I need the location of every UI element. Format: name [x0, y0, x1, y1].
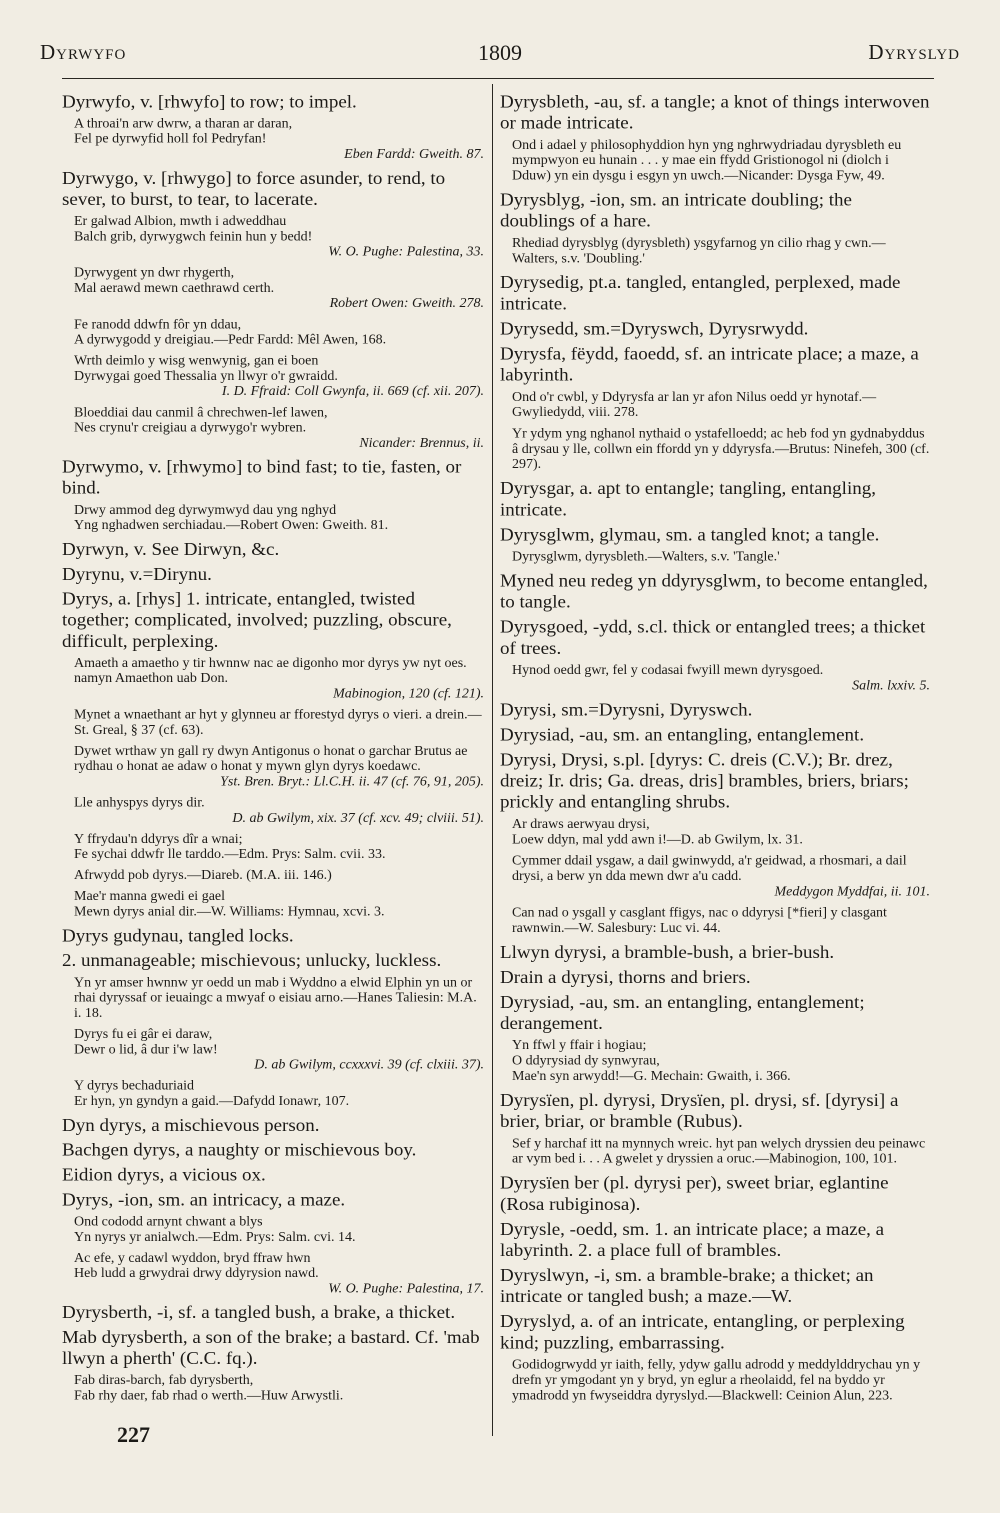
dictionary-entry: Myned neu redeg yn ddyrysglwm, to become entangled, to tangle. — [500, 571, 928, 613]
quote-line: Mae'r manna gwedi ei gael — [74, 889, 226, 905]
citation-quote — [74, 406, 484, 452]
dictionary-entry: Drain a dyrysi, thorns and briers. — [500, 967, 751, 988]
citation-quote — [74, 869, 484, 884]
citation-quote — [512, 1358, 930, 1404]
citation-quote — [512, 236, 930, 267]
dictionary-entry: Dyrys, a. [rhys] 1. intricate, entangled, twisted together; complicated, involved; puzzling, obscure, difficult, perplexing. — [62, 589, 452, 652]
quote-line: Ar draws aerwyau drysi, — [512, 817, 650, 832]
citation-quote — [74, 214, 484, 260]
quote-line: Nes crynu'r creigiau a dyrwygo'r wybren. — [74, 421, 307, 436]
quote-line: Drwy ammod deg dyrwymwyd dau yng nghyd — [74, 503, 337, 518]
quote-line: Mae'n syn arwydd!—G. Mechain: Gwaith, i. 366. — [512, 1069, 791, 1084]
citation-quote — [74, 890, 484, 921]
dictionary-entry: Dyrysedd, sm.=Dyryswch, Dyrysrwydd. — [500, 319, 809, 340]
quote-line: Dyrwygai goed Thessalia yn llwyr o'r gwraidd. — [74, 369, 338, 384]
dictionary-entry: Dyrwyfo, v. [rhwyfo] to row; to impel. — [62, 92, 357, 113]
dictionary-entry: Dyrysiad, -au, sm. an entangling, entanglement; derangement. — [500, 992, 865, 1034]
footer-signature-number: 227 — [117, 1422, 150, 1447]
quote-line: Heb ludd a grwydrai drwy ddyrysion nawd. — [74, 1266, 319, 1281]
quote-line: Dywet wrthaw yn gall ry dwyn Antigonus o honat o garchar Brutus ae rydhau o honat ae adaw o honat y mywn glyn dyrys koedawc. — [74, 744, 468, 774]
citation-quote — [74, 117, 484, 163]
quote-source: D. ab Gwilym, xix. 37 (cf. xcv. 49; clviii. 51). — [232, 811, 484, 826]
citation-quote — [74, 354, 484, 400]
quote-line: Hynod oedd gwr, fel y codasai fwyill mewn dyrysgoed. — [512, 663, 824, 678]
quote-source: Mabinogion, 120 (cf. 121). — [333, 686, 484, 702]
quote-line: Ond i adael y philosophyddion hyn yng nghrwydriadau dyrysbleth eu mympwyon eu hunain . . . y mae ein ffydd Gristionogol ni (diolch i Dduw) yn ein dysgu i esgyn yn uwch.—Nicander: Dysga Fyw, 49. — [512, 138, 902, 184]
dictionary-entry: Dyrynu, v.=Dirynu. — [62, 564, 212, 585]
quote-line: Fe sychai ddwfr lle tarddo.—Edm. Prys: Salm. cvii. 33. — [74, 847, 386, 862]
citation-quote — [74, 796, 484, 827]
quote-line: Dewr o lid, â dur i'w law! — [74, 1042, 218, 1058]
quote-line: A throai'n arw dwrw, a tharan ar daran, — [74, 116, 293, 132]
citation-quote — [74, 1079, 484, 1110]
quote-line: Yn nyrys yr anialwch.—Edm. Prys: Salm. cvi. 14. — [74, 1230, 356, 1245]
quote-line: Mewn dyrys anial dir.—W. Williams: Hymnau, xcvi. 3. — [74, 905, 385, 920]
quote-line: Afrwydd pob dyrys.—Diareb. (M.A. iii. 146.) — [74, 868, 332, 884]
dictionary-entry: Dyrwyn, v. See Dirwyn, &c. — [62, 539, 280, 560]
citation-quote — [512, 550, 930, 565]
citation-quote — [74, 1027, 484, 1073]
citation-quote — [74, 1251, 484, 1297]
dictionary-entry: Dyrysi, sm.=Dyrysni, Dyryswch. — [500, 699, 753, 721]
dictionary-entry: Bachgen dyrys, a naughty or mischievous boy. — [62, 1140, 417, 1161]
quote-line: Y dyrys bechaduriaid — [74, 1079, 194, 1094]
quote-line: Godidogrwydd yr iaith, felly, ydyw gallu adrodd y meddylddrychau yn y drefn yr ymgodant yn y bryd, yn eglur a rheolaidd, fel na byddo yr ymadrodd yn fwyseiddra dyryslyd.—Blackwell: Ceinion Alun, 223. — [512, 1357, 921, 1404]
citation-quote — [512, 1137, 930, 1168]
dictionary-entry: Dyrwygo, v. [rhwygo] to force asunder, to rend, to sever, to burst, to tear, to lacerate. — [62, 168, 446, 210]
dictionary-entry: Dyrys gudynau, tangled locks. — [62, 926, 294, 947]
dictionary-entry: Dyrys, -ion, sm. an intricacy, a maze. — [62, 1190, 346, 1211]
quote-line: Lle anhyspys dyrys dir. — [74, 795, 205, 811]
quote-source: Meddygon Myddfai, ii. 101. — [774, 884, 930, 900]
quote-line: Sef y harchaf itt na mynnych wreic. hyt pan welych dryssien deu peinawc ar vym bed i. . . A gwelet y dryssien a oruc.—Mabinogion, 100, 101. — [512, 1136, 926, 1167]
quote-source: I. D. Ffraid: Coll Gwynfa, ii. 669 (cf. xii. 207). — [221, 384, 484, 400]
citation-quote — [74, 266, 484, 312]
dictionary-entry: Mab dyrysberth, a son of the brake; a bastard. Cf. 'mab llwyn a pherth' (C.C. fq.). — [62, 1327, 480, 1369]
quote-source: Robert Owen: Gweith. 278. — [329, 296, 484, 312]
right-column — [500, 92, 930, 1410]
quote-line: Mynet a wnaethant ar hyt y glynneu ar fforestyd dyrys o vieri. a drein.—St. Greal, § 37 (cf. 63). — [74, 707, 482, 738]
quote-line: Ac efe, y cadawl wyddon, bryd ffraw hwn — [74, 1251, 311, 1266]
header-right-guideword: Dyryslyd — [868, 40, 960, 64]
quote-source: Yst. Bren. Bryt.: Ll.C.H. ii. 47 (cf. 76, 91, 205). — [220, 774, 484, 790]
dictionary-entry: Dyrysglwm, glymau, sm. a tangled knot; a tangle. — [500, 524, 880, 546]
citation-quote — [512, 138, 930, 184]
citation-quote — [512, 427, 930, 473]
dictionary-entry: Dyrysblyg, -ion, sm. an intricate doubling; the doublings of a hare. — [500, 190, 852, 232]
quote-line: A dyrwygodd y dreigiau.—Pedr Fardd: Mêl Awen, 168. — [74, 333, 387, 348]
quote-line: Yn ffwl y ffair i hogiau; — [512, 1038, 647, 1054]
quote-line: Yng nghadwen serchiadau.—Robert Owen: Gweith. 81. — [74, 518, 389, 533]
dictionary-entry: Dyrysedig, pt.a. tangled, entangled, perplexed, made intricate. — [500, 272, 901, 315]
quote-line: Ond o'r cwbl, y Ddyrysfa ar lan yr afon Nilus oedd yr hynotaf.—Gwyliedydd, viii. 278. — [512, 390, 877, 421]
citation-quote — [74, 656, 484, 702]
quote-line: Ond cododd arnynt chwant a blys — [74, 1214, 263, 1230]
dictionary-entry: Dyrysi, Drysi, s.pl. [dyrys: C. dreis (C.V.); Br. drez, dreiz; Ir. dris; Ga. dreas, dris] brambles, briers, briars; prickly and entangling shrubs. — [500, 750, 909, 813]
dictionary-entry: Dyrysïen, pl. dyrysi, Drysïen, pl. drysi, sf. [dyrysi] a brier, briar, or bramble (Rubus). — [500, 1090, 899, 1132]
quote-line: Yr ydym yng nghanol nythaid o ystafelloedd; ac heb fod yn gydnabyddus â drysau y lle, collwn ein ffordd yn y ddyrysfa.—Brutus: Ninefeh, 300 (cf. 297). — [512, 426, 930, 472]
citation-quote — [512, 390, 930, 421]
column-divider — [492, 84, 493, 1436]
quote-source: W. O. Pughe: Palestina, 17. — [328, 1281, 484, 1297]
quote-line: Cymmer ddail ysgaw, a dail gwinwydd, a'r geidwad, a rhosmari, a dail drysi, a berw yn dda mewn dwr a'u cadd. — [512, 853, 907, 884]
quote-line: Dyrwygent yn dwr rhygerth, — [74, 266, 235, 281]
citation-quote — [512, 1039, 930, 1085]
quote-line: Fel pe dyrwyfid holl fol Pedryfan! — [74, 132, 267, 147]
citation-quote — [74, 503, 484, 534]
quote-source: Nicander: Brennus, ii. — [359, 436, 484, 451]
quote-line: Dyrys fu ei gâr ei daraw, — [74, 1027, 213, 1042]
dictionary-entry: Dyryslwyn, -i, sm. a bramble-brake; a thicket; an intricate or tangled bush; a maze.—W. — [500, 1265, 874, 1308]
quote-source: Salm. lxxiv. 5. — [852, 678, 930, 694]
citation-quote — [74, 1215, 484, 1246]
citation-quote — [74, 976, 484, 1022]
quote-line: Mal aerawd mewn caethrawd certh. — [74, 281, 275, 296]
dictionary-entry: Dyrysbleth, -au, sf. a tangle; a knot of things interwoven or made intricate. — [500, 92, 930, 134]
citation-quote — [74, 832, 484, 863]
dictionary-entry: Dyrysiad, -au, sm. an entangling, entanglement. — [500, 724, 865, 746]
quote-line: Y ffrydau'n ddyrys dîr a wnai; — [74, 832, 243, 847]
dictionary-entry: Dyrwymo, v. [rhwymo] to bind fast; to tie, fasten, or bind. — [62, 457, 462, 499]
citation-quote — [512, 906, 930, 937]
header-left-guideword: Dyrwyfo — [40, 40, 127, 64]
citation-quote — [512, 663, 930, 694]
running-header — [40, 40, 960, 74]
citation-quote — [74, 318, 484, 349]
quote-line: Fe ranodd ddwfn fôr yn ddau, — [74, 317, 242, 333]
quote-line: Dyrysglwm, dyrysbleth.—Walters, s.v. 'Tangle.' — [512, 549, 780, 565]
header-page-number: 1809 — [478, 40, 522, 65]
quote-line: Wrth deimlo y wisg wenwynig, gan ei boen — [74, 354, 319, 369]
quote-line: Amaeth a amaetho y tir hwnnw nac ae digonho mor dyrys yw nyt oes. namyn Amaethon uab Don. — [74, 656, 467, 686]
dictionary-entry: Eidion dyrys, a vicious ox. — [62, 1165, 266, 1186]
dictionary-entry: Dyryslyd, a. of an intricate, entangling, or perplexing kind; puzzling, embarrassing. — [500, 1311, 905, 1354]
dictionary-entry: Llwyn dyrysi, a bramble-bush, a brier-bush. — [500, 942, 835, 963]
dictionary-entry: Dyrysfa, fëydd, faoedd, sf. an intricate place; a maze, a labyrinth. — [500, 344, 919, 386]
citation-quote — [74, 1374, 484, 1405]
quote-line: Rhediad dyrysblyg (dyrysbleth) ysgyfarnog yn cilio rhag y cwn.—Walters, s.v. 'Doubling.' — [512, 236, 886, 267]
quote-line: Can nad o ysgall y casglant ffigys, nac o ddyrysi [*fieri] y clasgant rawnwin.—W. Salesbury: Luc vi. 44. — [512, 905, 887, 936]
dictionary-entry: Dyrysgar, a. apt to entangle; tangling, entangling, intricate. — [500, 478, 876, 521]
quote-source: D. ab Gwilym, ccxxxvi. 39 (cf. clxiii. 37). — [254, 1058, 484, 1073]
header-rule — [62, 78, 934, 79]
left-column — [62, 92, 484, 1410]
dictionary-entry: Dyrysle, -oedd, sm. 1. an intricate place; a maze, a labyrinth. 2. a place full of brambles. — [500, 1219, 885, 1261]
citation-quote — [512, 854, 930, 900]
citation-quote — [74, 708, 484, 739]
quote-source: W. O. Pughe: Palestina, 33. — [328, 245, 484, 260]
dictionary-entry: Dyrysberth, -i, sf. a tangled bush, a brake, a thicket. — [62, 1302, 456, 1324]
quote-line: Fab rhy daer, fab rhad o werth.—Huw Arwystli. — [74, 1389, 344, 1404]
quote-line: Yn yr amser hwnnw yr oedd un mab i Wyddno a elwid Elphin yn un or rhai dyryssaf or ieuaingc a mwyaf o eisiau arno.—Hanes Taliesin: M.A. i. 18. — [74, 975, 477, 1021]
quote-line: Loew ddyn, mal ydd awn i!—D. ab Gwilym, lx. 31. — [512, 832, 803, 848]
quote-source: Eben Fardd: Gweith. 87. — [344, 147, 484, 162]
citation-quote — [512, 817, 930, 848]
dictionary-entry: 2. unmanageable; mischievous; unlucky, luckless. — [62, 950, 442, 972]
citation-quote — [74, 744, 484, 790]
dictionary-entry: Dyrysgoed, -ydd, s.cl. thick or entangled trees; a thicket of trees. — [500, 617, 926, 659]
quote-line: O ddyrysiad dy synwyrau, — [512, 1054, 660, 1069]
dictionary-entry: Dyn dyrys, a mischievous person. — [62, 1115, 320, 1136]
quote-line: Fab diras-barch, fab dyrysberth, — [74, 1373, 254, 1389]
quote-line: Er hyn, yn gyndyn a gaid.—Dafydd Ionawr, 107. — [74, 1094, 350, 1109]
dictionary-entry: Dyrysïen ber (pl. dyrysi per), sweet briar, eglantine (Rosa rubiginosa). — [500, 1173, 889, 1215]
quote-line: Er galwad Albion, mwth i adweddhau — [74, 214, 287, 229]
quote-line: Bloeddiai dau canmil â chrechwen-lef lawen, — [74, 405, 328, 421]
quote-line: Balch grib, dyrwygwch feinin hun y bedd! — [74, 229, 313, 245]
